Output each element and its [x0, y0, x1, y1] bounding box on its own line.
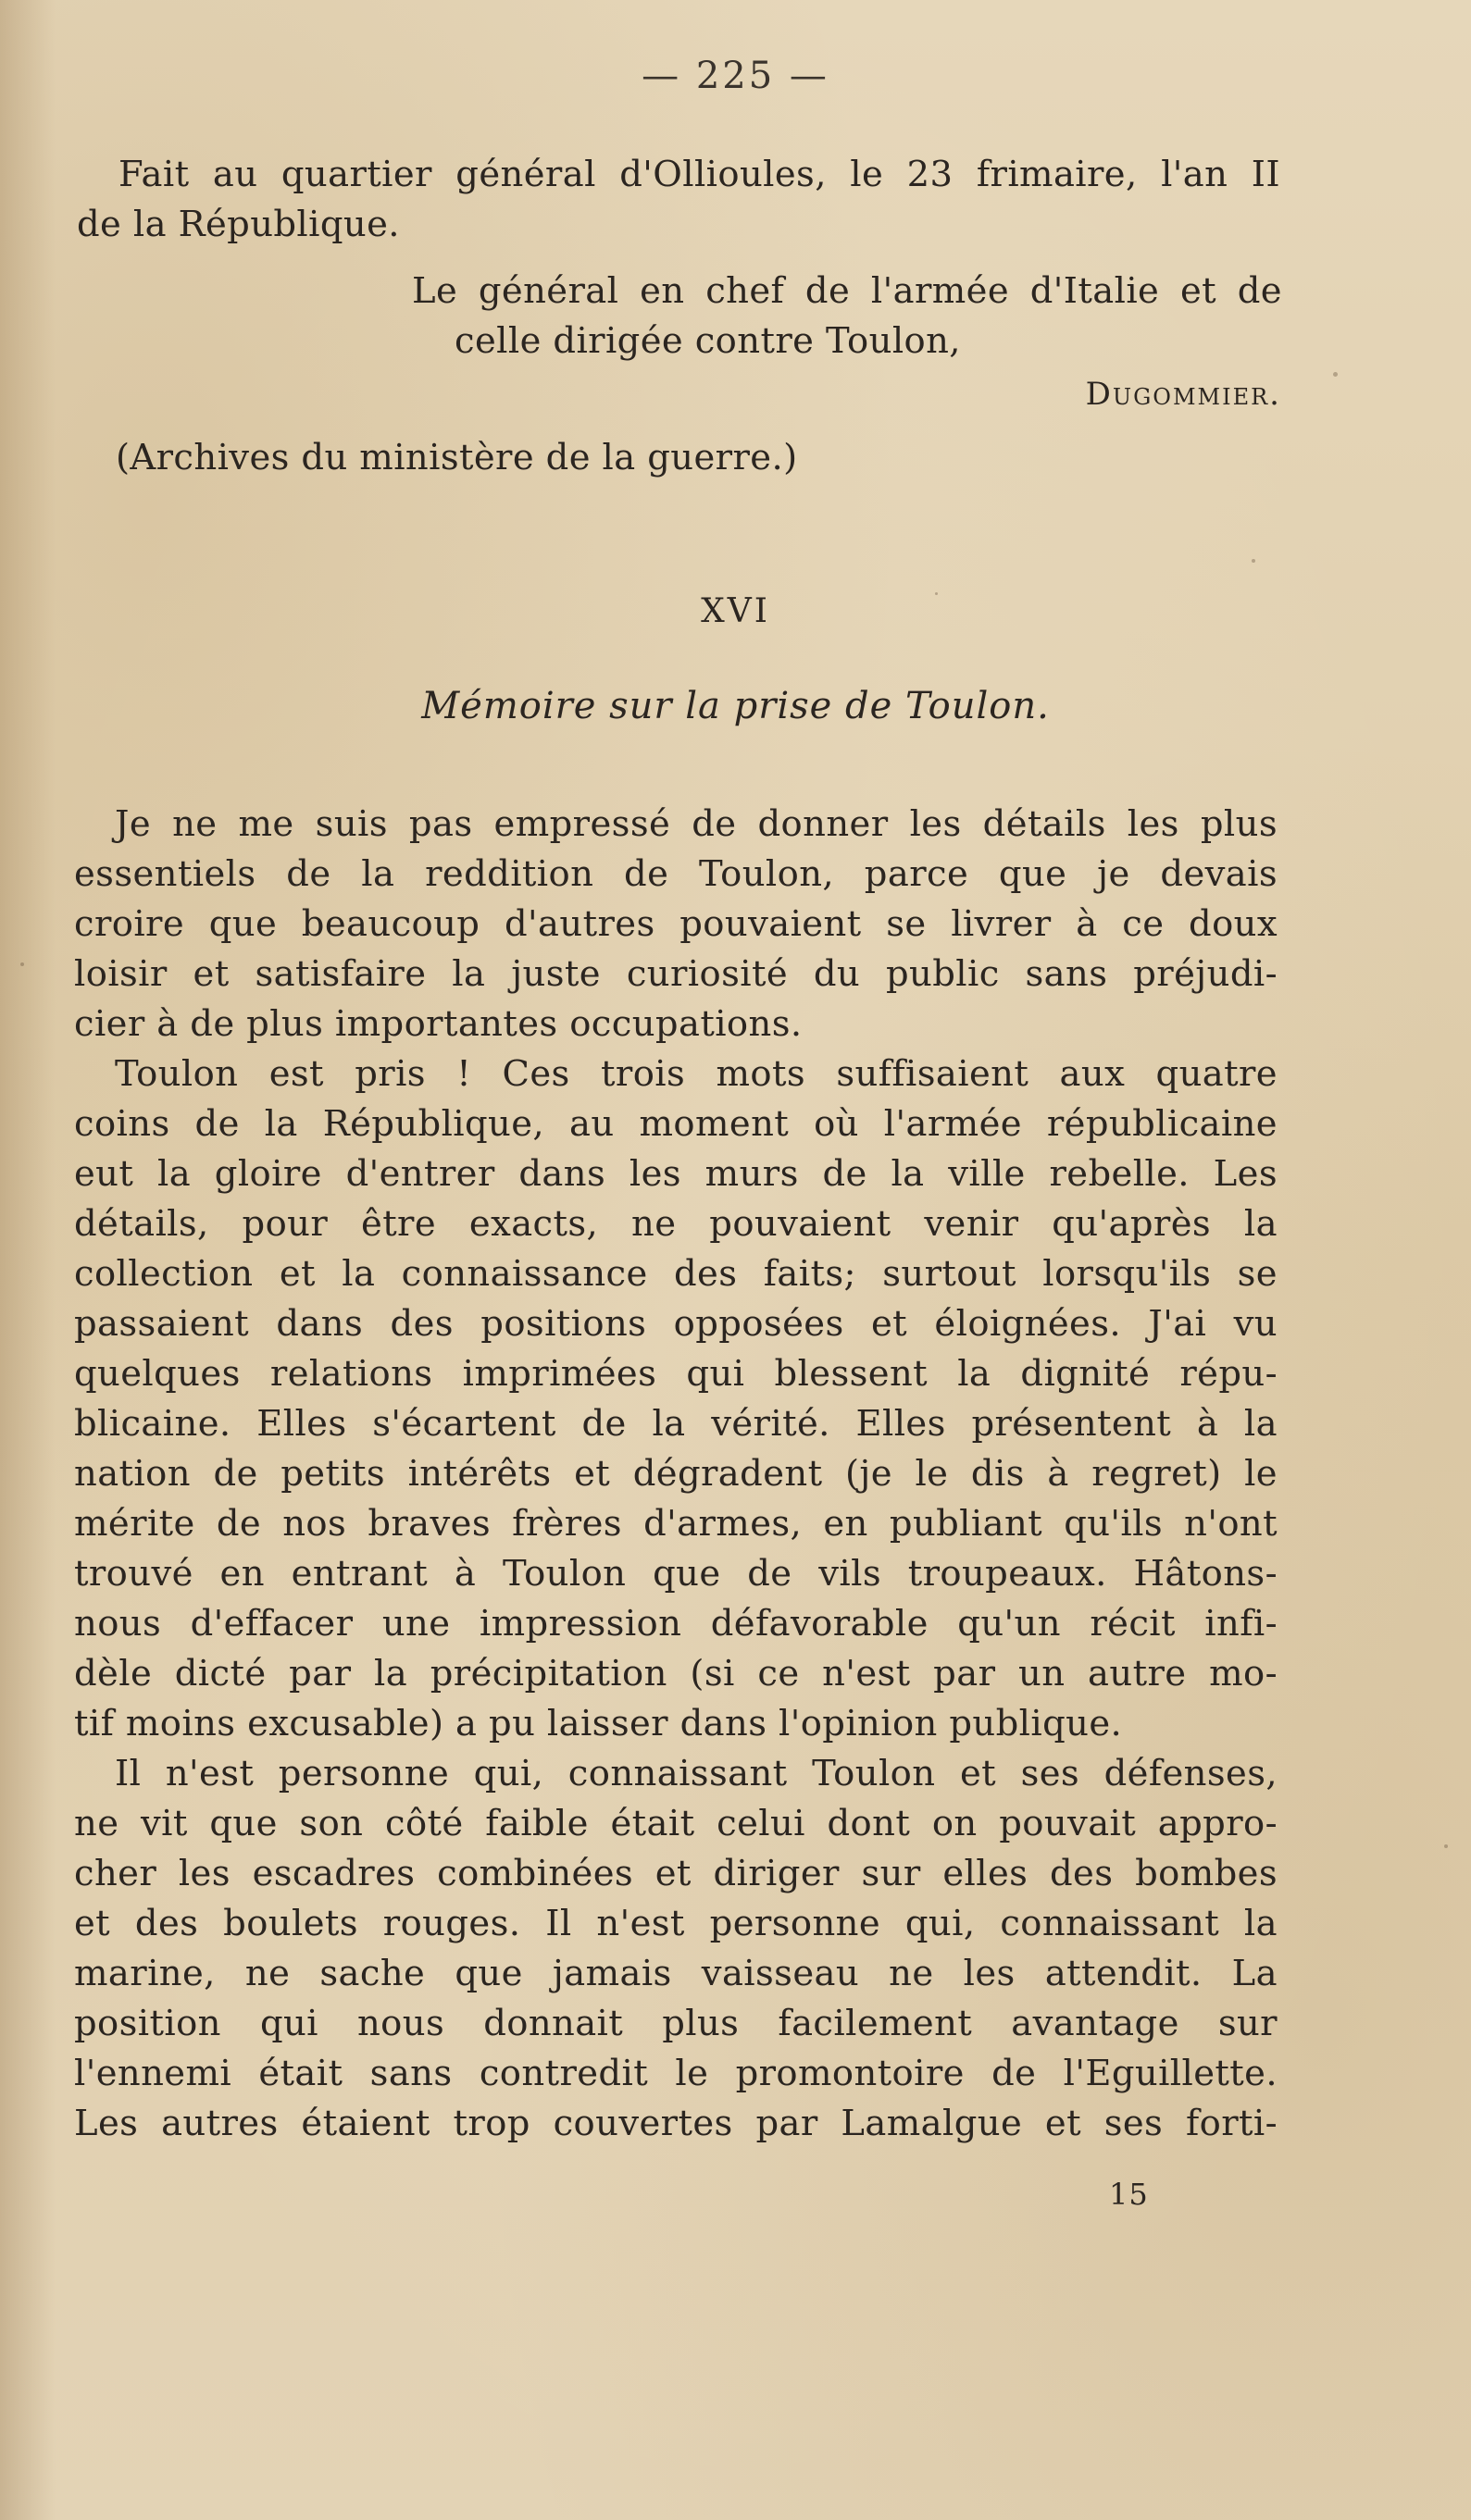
archives-reference: (Archives du ministère de la guerre.) [116, 437, 798, 478]
p1-line-5: cier à de plus importantes occupations. [74, 1003, 803, 1045]
paper-speck [1444, 1844, 1448, 1848]
paper-speck [1333, 372, 1338, 377]
p2-line-6: passaient dans des positions opposées et éloignées. J'ai vu [74, 1303, 1278, 1345]
p3-line-2: ne vit que son côté faible était celui dont on pouvait appro- [74, 1803, 1278, 1844]
signature-block [412, 267, 1282, 366]
dateline-line-2: de la République. [77, 204, 400, 245]
p3-line-3: cher les escadres combinées et diriger sur elles des bombes [74, 1853, 1278, 1894]
p3-line-8: Les autres étaient trop couvertes par Lamalgue et ses forti- [74, 2103, 1278, 2144]
paper-speck [1252, 559, 1255, 563]
p2-line-2: coins de la République, au moment où l'armée républicaine [74, 1103, 1278, 1145]
p3-line-6: position qui nous donnait plus facilement avantage sur [74, 2003, 1278, 2044]
paragraph-1 [74, 800, 1278, 1049]
p3-line-5: marine, ne sache que jamais vaisseau ne les attendit. La [74, 1953, 1278, 1994]
p2-line-3: eut la gloire d'entrer dans les murs de la ville rebelle. Les [74, 1153, 1278, 1195]
section-title: Mémoire sur la prise de Toulon. [421, 685, 1050, 727]
p2-line-11: trouvé en entrant à Toulon que de vils troupeaux. Hâtons- [74, 1553, 1278, 1595]
paragraph-2 [74, 1049, 1278, 1749]
paper-speck [935, 592, 938, 595]
p2-line-9: nation de petits intérêts et dégradent (je le dis à regret) le [74, 1453, 1278, 1495]
page-header: — 225 — [642, 55, 829, 97]
signatory-name: Dugommier. [1085, 376, 1281, 413]
p2-line-4: détails, pour être exacts, ne pouvaient venir qu'après la [74, 1203, 1278, 1245]
dateline-line-1: Fait au quartier général d'Ollioules, le 23 frimaire, l'an II [118, 154, 1280, 195]
paper-speck [20, 962, 24, 966]
p3-line-7: l'ennemi était sans contredit le promontoire de l'Eguillette. [74, 2053, 1278, 2094]
dateline [77, 150, 1280, 250]
p2-line-1: Toulon est pris ! Ces trois mots suffisaient aux quatre [115, 1053, 1278, 1095]
p3-line-4: et des boulets rouges. Il n'est personne qui, connaissant la [74, 1903, 1278, 1944]
section-number: XVI [701, 592, 770, 630]
p2-line-12: nous d'effacer une impression défavorable qu'un récit infi- [74, 1603, 1278, 1645]
p1-line-2: essentiels de la reddition de Toulon, parce que je devais [74, 853, 1278, 895]
p1-line-4: loisir et satisfaire la juste curiosité du public sans préjudi- [74, 953, 1278, 995]
signature-mark: 15 [1109, 2177, 1149, 2212]
p2-line-7: quelques relations imprimées qui blessent la dignité répu- [74, 1353, 1278, 1395]
p1-line-1: Je ne me suis pas empressé de donner les détails les plus [115, 803, 1278, 845]
signature-line-1: Le général en chef de l'armée d'Italie et de [412, 270, 1282, 312]
signature-line-2: celle dirigée contre Toulon, [455, 320, 961, 362]
p2-line-8: blicaine. Elles s'écartent de la vérité. Elles présentent à la [74, 1403, 1278, 1445]
p1-line-3: croire que beaucoup d'autres pouvaient se livrer à ce doux [74, 903, 1278, 945]
p2-line-5: collection et la connaissance des faits; surtout lorsqu'ils se [74, 1253, 1278, 1295]
p2-line-14: tif moins excusable) a pu laisser dans l'opinion publique. [74, 1703, 1123, 1744]
p3-line-1: Il n'est personne qui, connaissant Toulon et ses défenses, [115, 1753, 1278, 1794]
p2-line-13: dèle dicté par la précipitation (si ce n'est par un autre mo- [74, 1653, 1278, 1694]
p2-line-10: mérite de nos braves frères d'armes, en publiant qu'ils n'ont [74, 1503, 1278, 1545]
paragraph-3 [74, 1749, 1278, 2149]
